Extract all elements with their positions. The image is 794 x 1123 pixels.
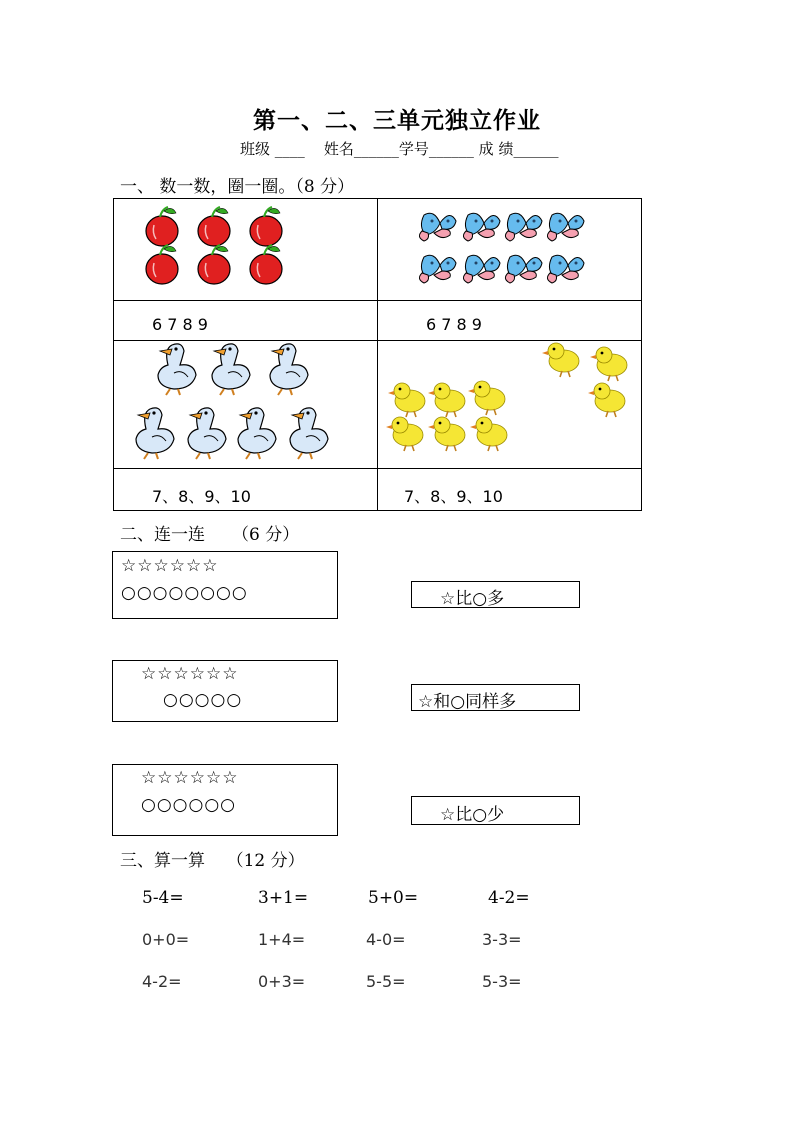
equation[interactable]: 5-3= [482,972,522,991]
duck-icon [290,408,328,459]
circles-row: ○○○○○○ [141,795,237,815]
symbol-group-3 [112,764,338,836]
chick-picture [378,341,641,468]
butterfly-icon [419,213,456,241]
chick-icon [588,383,625,417]
student-info [240,138,558,159]
score-field: 成 绩______ [478,140,559,158]
butterfly-picture [378,199,641,300]
compare-label-2[interactable] [411,684,580,711]
number-field: 学号______ [398,140,474,158]
equation[interactable]: 4-2= [488,888,530,908]
equation[interactable]: 5-4= [142,888,184,908]
chick-icon [542,343,579,377]
chick-icon [428,417,465,451]
equation[interactable]: 0+3= [258,972,306,991]
apple-icon [146,207,178,246]
circles-row: ○○○○○ [163,690,243,710]
section1-heading: 一、 数一数，圈一圈。（8 分） [120,177,355,197]
apple-icon [198,245,230,284]
apple-icon [250,245,282,284]
section3-heading: 三、算一算 （12 分） [120,851,305,871]
equation[interactable]: 0+0= [142,930,190,949]
chick-icon [428,383,465,417]
duck-icon [270,344,308,395]
equation[interactable]: 4-2= [142,972,182,991]
chick-icon [388,383,425,417]
stars-row: ☆☆☆☆☆☆ [141,664,239,684]
symbol-group-1 [112,551,338,619]
duck-icon [188,408,226,459]
compare-label-1-text: ☆比○多 [440,589,505,609]
symbol-group-2 [112,660,338,722]
counting-grid [113,198,642,511]
stars-row: ☆☆☆☆☆☆ [121,556,219,576]
equation[interactable]: 4-0= [366,930,406,949]
apple-picture [114,199,377,300]
compare-label-1[interactable] [411,581,580,608]
page-title: 第一、二、三单元独立作业 [253,107,541,134]
equation[interactable]: 3-3= [482,930,522,949]
chick-icon [468,381,505,415]
apple-count-options[interactable]: 6 7 8 9 [152,315,208,334]
chick-count-options[interactable]: 7、8、9、10 [404,487,503,506]
name-field: 姓名______ [323,140,399,158]
compare-label-3[interactable] [411,796,580,825]
equation[interactable]: 3+1= [258,888,309,908]
butterfly-icon [419,255,456,283]
class-field: 班级 ____ [240,140,305,158]
duck-icon [136,408,174,459]
circles-row: ○○○○○○○○ [121,583,248,603]
apple-icon [146,245,178,284]
chick-icon [470,417,507,451]
compare-label-2-text: ☆和○同样多 [418,692,517,712]
butterfly-icon [547,213,584,241]
butterfly-icon [505,255,542,283]
duck-icon [158,344,196,395]
duck-icon [238,408,276,459]
equation[interactable]: 5+0= [368,888,419,908]
butterfly-icon [547,255,584,283]
butterfly-icon [463,255,500,283]
butterfly-icon [463,213,500,241]
duck-count-options[interactable]: 7、8、9、10 [152,487,251,506]
equation[interactable]: 5-5= [366,972,406,991]
stars-row: ☆☆☆☆☆☆ [141,768,239,788]
compare-label-3-text: ☆比○少 [440,805,505,825]
apple-icon [250,207,282,246]
apple-icon [198,207,230,246]
butterfly-count-options[interactable]: 6 7 8 9 [426,315,482,334]
chick-icon [590,347,627,381]
duck-icon [212,344,250,395]
duck-picture [114,341,377,468]
chick-icon [386,417,423,451]
butterfly-icon [505,213,542,241]
equation[interactable]: 1+4= [258,930,306,949]
section2-heading: 二、连一连 （6 分） [120,525,300,545]
